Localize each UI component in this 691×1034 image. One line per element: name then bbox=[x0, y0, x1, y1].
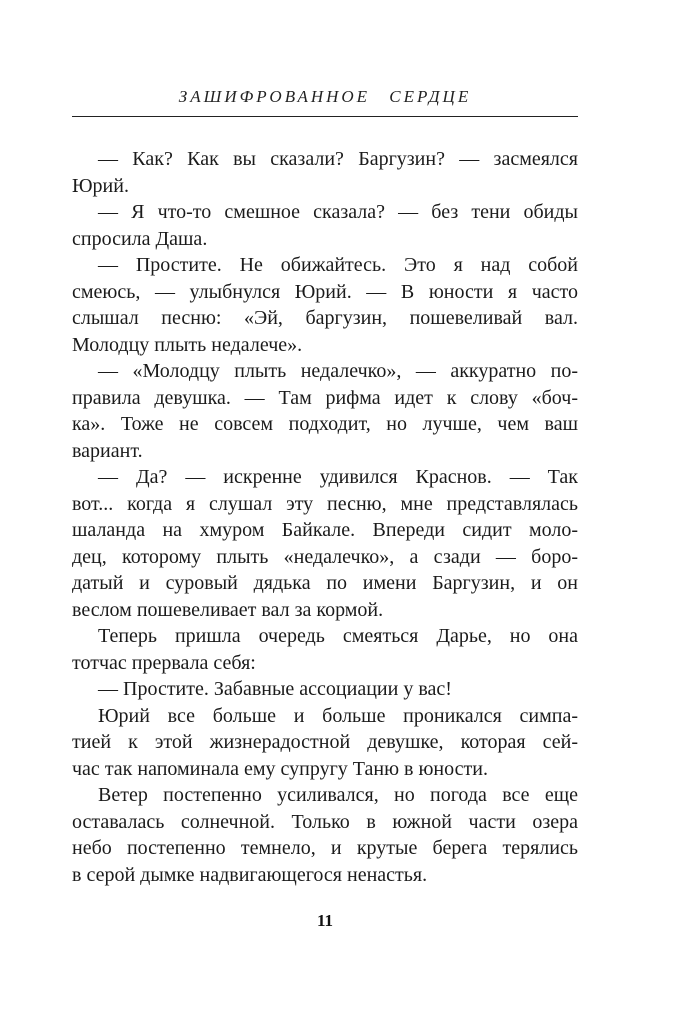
page-number: 11 bbox=[316, 911, 334, 930]
text-line: веслом пошевеливает вал за кормой. bbox=[72, 598, 384, 621]
text-line: вариант. bbox=[72, 439, 143, 462]
paragraph bbox=[72, 703, 578, 783]
text-line: шаланда на хмуром Байкале. Впереди сидит моло- bbox=[72, 519, 578, 541]
text-line: слышал песню: «Эй, баргузин, пошевеливай вал. bbox=[72, 307, 578, 329]
paragraph bbox=[72, 782, 578, 888]
text-line: спросила Даша. bbox=[72, 227, 208, 250]
paragraph bbox=[72, 464, 578, 623]
text-line: Молодцу плыть недалече». bbox=[72, 333, 303, 356]
text-line: час так напоминала ему супругу Таню в юности. bbox=[72, 757, 488, 780]
text-line: — Да? — искренне удивился Краснов. — Так bbox=[98, 466, 578, 488]
text-line: дец, которому плыть «недалечко», а сзади — боро- bbox=[72, 545, 578, 568]
text-line: датый и суровый дядька по имени Баргузин, и он bbox=[72, 572, 578, 594]
text-line: Юрий все больше и больше проникался симпа- bbox=[98, 704, 578, 727]
text-line: — Как? Как вы сказали? Баргузин? — засмеялся bbox=[98, 148, 578, 170]
text-line: Теперь пришла очередь смеяться Дарье, но она bbox=[98, 625, 578, 647]
page-body bbox=[72, 146, 578, 888]
paragraph bbox=[72, 623, 578, 676]
text-line: смеюсь, — улыбнулся Юрий. — В юности я часто bbox=[72, 280, 578, 303]
text-line: вот... когда я слушал эту песню, мне представлялась bbox=[72, 492, 578, 515]
text-line: — Простите. Не обижайтесь. Это я над собой bbox=[98, 254, 578, 276]
paragraph bbox=[72, 199, 578, 252]
text-line: правила девушка. — Там рифма идет к слову «боч- bbox=[72, 386, 578, 409]
text-line: — Я что-то смешное сказала? — без тени обиды bbox=[98, 201, 578, 223]
text-line: Ветер постепенно усиливался, но погода все еще bbox=[98, 784, 578, 806]
text-line: — Простите. Забавные ассоциации у вас! bbox=[98, 678, 452, 700]
paragraph bbox=[72, 252, 578, 358]
text-line: тией к этой жизнерадостной девушке, которая сей- bbox=[72, 731, 578, 753]
paragraph bbox=[72, 358, 578, 464]
text-line: небо постепенно темнело, и крутые берега терялись bbox=[72, 837, 578, 859]
paragraph bbox=[72, 146, 578, 199]
text-line: тотчас прервала себя: bbox=[72, 651, 256, 674]
text-line: в серой дымке надвигающегося ненастья. bbox=[72, 863, 428, 886]
header-rule bbox=[72, 116, 578, 117]
running-head-title: ЗАШИФРОВАННОЕ СЕРДЦЕ bbox=[178, 87, 472, 106]
paragraph bbox=[72, 676, 578, 703]
text-line: Юрий. bbox=[72, 174, 129, 197]
text-line: — «Молодцу плыть недалечко», — аккуратно по- bbox=[98, 360, 578, 382]
text-line: ка». Тоже не совсем подходит, но лучше, чем ваш bbox=[72, 413, 578, 435]
text-line: оставалась солнечной. Только в южной части озера bbox=[72, 810, 578, 833]
